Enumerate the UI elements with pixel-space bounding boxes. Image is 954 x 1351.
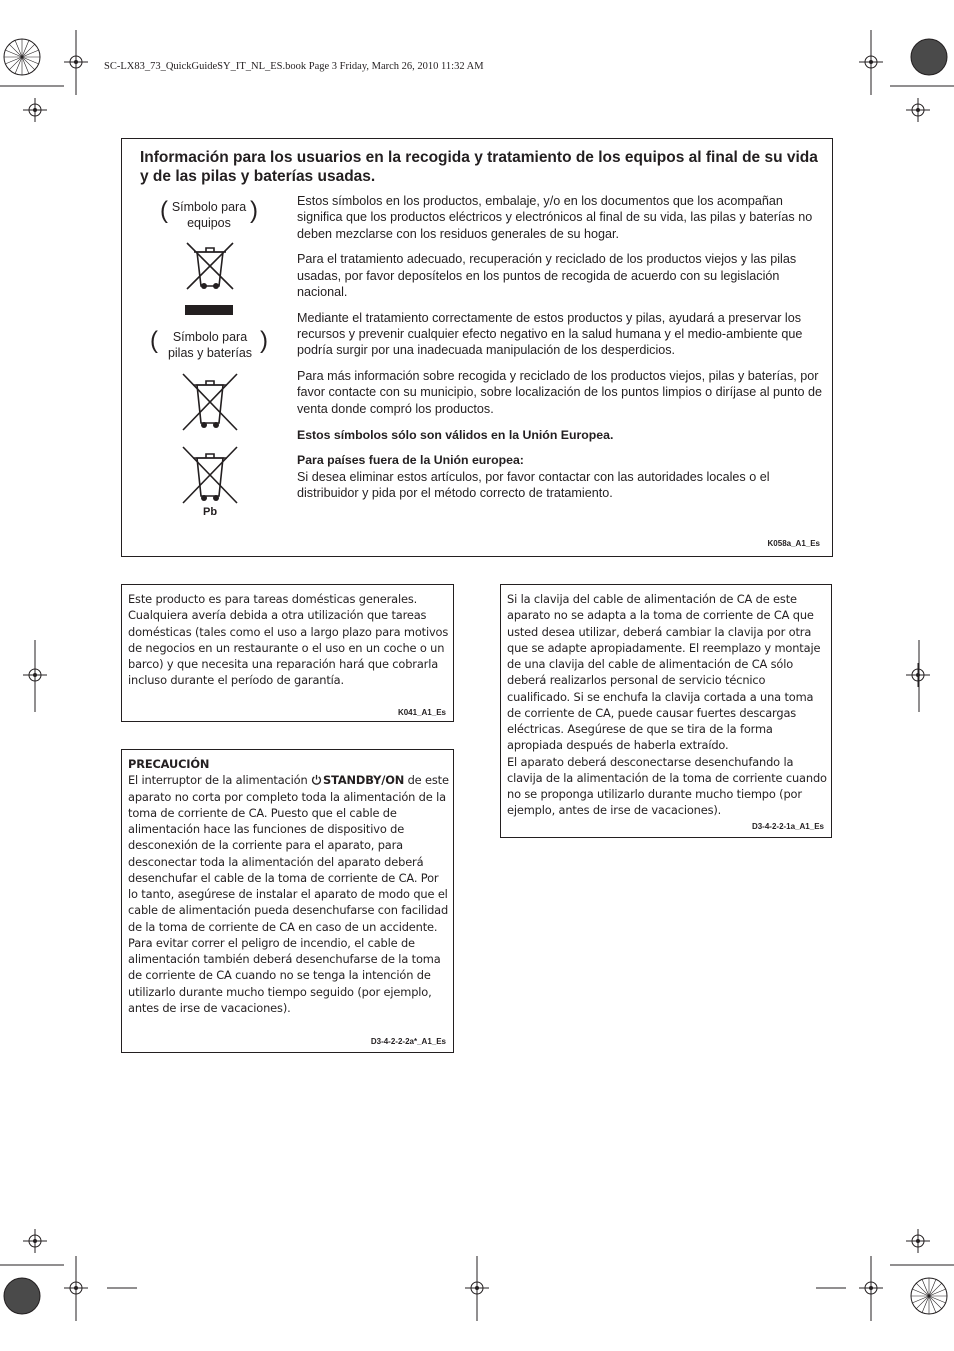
caution-heading: PRECAUCIÓN [128, 757, 210, 771]
paren-left: ( [160, 197, 168, 224]
doc-code: K058a_A1_Es [767, 539, 820, 548]
domestic-use-box [121, 584, 454, 722]
paren-right: ) [260, 327, 268, 354]
plug-paragraph: El aparato deberá desconectarse desenchufando la clavija de la alimentación de la toma de corriente cuando no se proponga utilizarlo durante mucho tiempo (por ejemplo, antes de irse de vacaciones). [507, 754, 827, 818]
plug-text [507, 591, 829, 819]
crossed-bin-icon [182, 238, 238, 294]
equipment-bar [185, 305, 233, 315]
doc-code: D3-4-2-2-2a*_A1_Es [370, 1037, 446, 1046]
paren-right: ) [250, 197, 258, 224]
caution-text-after: de este aparato no corta por completo toda la alimentación de la toma de corriente de CA. Puesto que el cable de alimentación hace las funciones de dispositivo de desconexión de la corriente para el aparato, para desconectar toda la alimentación del aparato deberá desenchufar el cable de la toma de corriente de CA. Por lo tanto, asegúrese de instalar el aparato de modo que el cable de alimentación pueda desenchufarse con facilidad de la toma de corriente de CA en caso de un accidente. Para evitar correr el peligro de incendio, el cable de alimentación también deberá desenchufarse de la toma de corriente de CA cuando no se tenga la intención de utilizarlo durante mucho tiempo seguido (por ejemplo, antes de irse de vacaciones). [128, 773, 449, 1015]
eu-only-note: Estos símbolos sólo son válidos en la Unión Europea. [297, 427, 614, 442]
disposal-paragraph: Mediante el tratamiento correctamente de estos productos y pilas, ayudará a preservar los recursos y prevenir cualquier efecto negativo en la salud humana y el medio-ambiente que podría surgir por una inadecuada manipulación de los desperdicios. [297, 310, 803, 358]
plug-paragraph: Si la clavija del cable de alimentación de CA de este aparato no se adapta a la toma de corriente de CA que usted desea utilizar, deberá cambiar la clavija por otra que se adapte apropiadamente. El reemplazo y montaje de una clavija del cable de alimentación de CA sólo deberá realizarlos personal de servicio técnico cualificado. Si se enchufa la clavija cortada a una toma de corriente de CA, puede causar fuertes descargas eléctricas. Asegúrese de que se tira de la forma apropiada después de haberla extraído. [507, 592, 821, 753]
non-eu-section [297, 452, 827, 501]
caution-text [128, 756, 450, 1016]
pb-label: Pb [203, 506, 218, 518]
doc-code: K041_A1_Es [397, 708, 446, 717]
caution-paragraph [128, 772, 450, 1016]
non-eu-text: Si desea eliminar estos artículos, por favor contactar con las autoridades locales o el distribuidor y pida por el método correcto de tratamiento. [297, 469, 770, 500]
domestic-use-paragraph: Este producto es para tareas domésticas generales. Cualquiera avería debida a otra utilización que tareas domésticas (tales como el uso a largo plazo para motivos de negocios en un restaurante o el uso en un coche o un barco) y que necesita una reparación hará que cobrarla incluso durante el período de garantía. [128, 592, 449, 688]
standby-on-label: STANDBY/ON [323, 773, 405, 788]
disposal-info-box [121, 138, 833, 557]
non-eu-heading: Para países fuera de la Unión europea: [297, 453, 524, 468]
disposal-paragraph: Para más información sobre recogida y reciclado de los productos viejos, pilas y baterías, por favor contacte con su municipio, sobre localización de los puntos limpios o diríjase al punto de venta donde compró los productos. [297, 369, 823, 416]
symbol-battery-label: Símbolo para pilas y baterías [167, 330, 253, 360]
crossed-bin-battery-icon [180, 371, 240, 433]
power-icon [311, 774, 322, 785]
file-header-line: SC-LX83_73_QuickGuideSY_IT_NL_ES.book Page 3 Friday, March 26, 2010 11:32 AM [104, 61, 484, 72]
paren-left: ( [150, 327, 158, 354]
disposal-paragraph: Para el tratamiento adecuado, recuperación y reciclado de los productos viejos y las pilas usadas, por favor deposítelos en los puntos de recogida de acuerdo con su legislación nacional. [297, 252, 797, 299]
crossed-bin-pb-icon [180, 444, 240, 506]
caution-text-before: El interruptor de la alimentación [128, 773, 312, 788]
plug-replacement-box [500, 584, 832, 838]
doc-code: D3-4-2-2-1a_A1_Es [751, 822, 824, 831]
disposal-paragraph: Estos símbolos en los productos, embalaje, y/o en los documentos que los acompañan significa que los productos eléctricos y electrónicos al final de su vida, las pilas y baterías no deben mezclarse con los residuos generales de su hogar. [297, 194, 813, 241]
disposal-text [297, 193, 827, 511]
disposal-title: Información para los usuarios en la recogida y tratamiento de los equipos al final de su vida y de las pilas y baterías usadas. [140, 149, 818, 185]
caution-box [121, 749, 454, 1053]
domestic-use-text [128, 591, 450, 689]
symbol-equipment-label: Símbolo para equipos [171, 200, 247, 230]
